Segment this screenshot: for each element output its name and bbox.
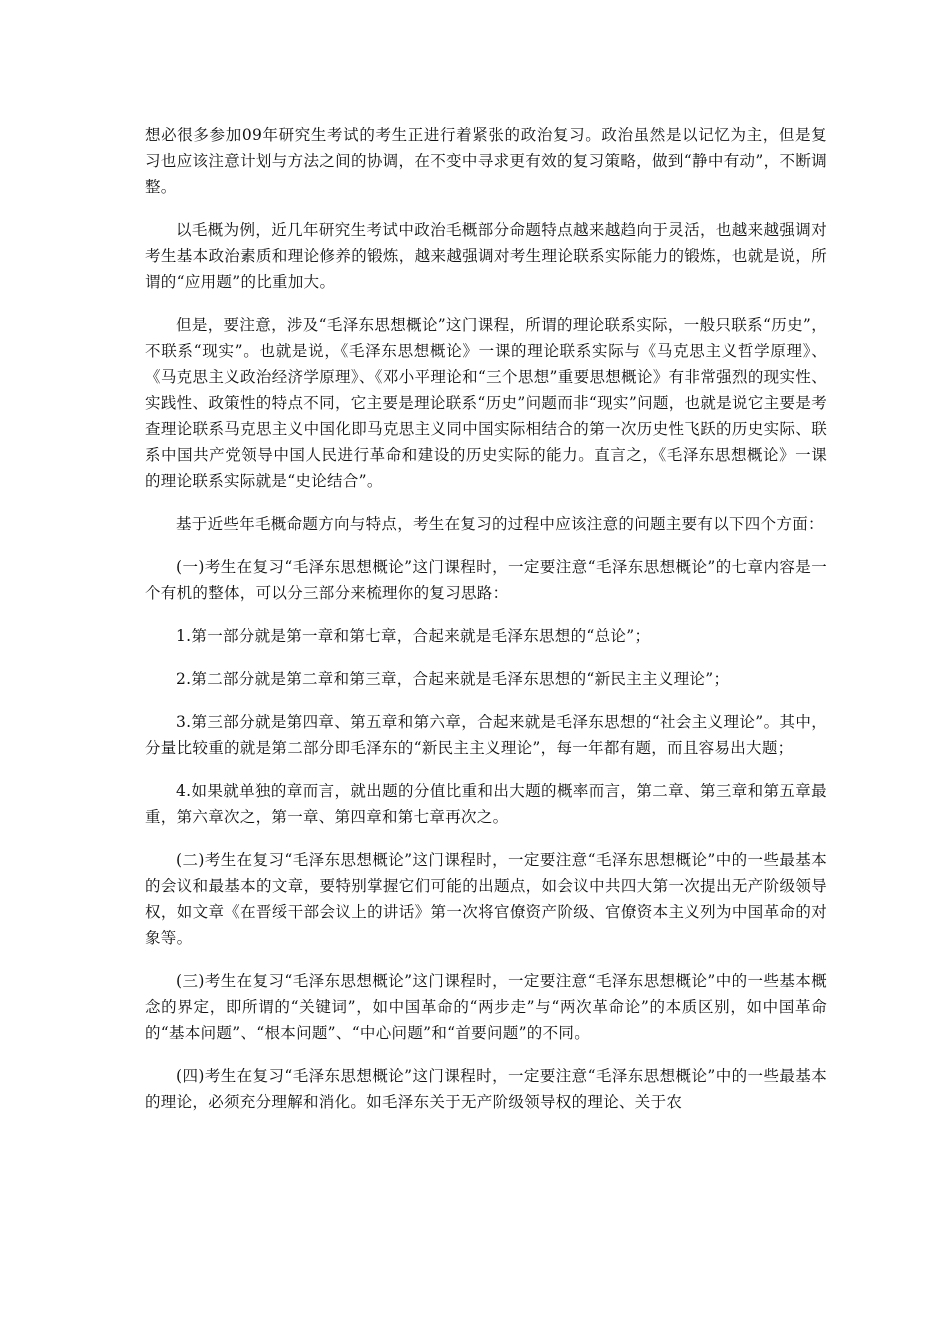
paragraph-point-two: (二)考生在复习“毛泽东思想概论”这门课程时，一定要注意“毛泽东思想概论”中的一些最基本的会议和最基本的文章，要特别掌握它们可能的出题点，如会议中共四大第一次提出无产阶级领导权，如文章《在晋绥干部会议上的讲话》第一次将官僚资产阶级、官僚资本主义列为中国革命的对象等。 bbox=[145, 851, 827, 947]
paragraph-four-aspects: 基于近些年毛概命题方向与特点，考生在复习的过程中应该注意的问题主要有以下四个方面： bbox=[176, 515, 824, 533]
paragraph-point-one: (一)考生在复习“毛泽东思想概论”这门课程时，一定要注意“毛泽东思想概论”的七章内容是一个有机的整体，可以分三部分来梳理你的复习思路： bbox=[145, 558, 827, 602]
paragraph-item-4: 4.如果就单独的章而言，就出题的分值比重和出大题的概率而言，第二章、第三章和第五章最重，第六章次之，第一章、第四章和第七章再次之。 bbox=[145, 782, 827, 826]
paragraph-point-four: (四)考生在复习“毛泽东思想概论”这门课程时，一定要注意“毛泽东思想概论”中的一些最基本的理论，必须充分理解和消化。如毛泽东关于无产阶级领导权的理论、关于农 bbox=[145, 1067, 827, 1111]
paragraph-item-1: 1.第一部分就是第一章和第七章，合起来就是毛泽东思想的“总论”； bbox=[176, 627, 651, 645]
paragraph-mao-example: 以毛概为例，近几年研究生考试中政治毛概部分命题特点越来越趋向于灵活，也越来越强调对考生基本政治素质和理论修养的锻炼，越来越强调对考生理论联系实际能力的锻炼，也就是说，所谓的“应用题”的比重加大。 bbox=[145, 221, 827, 291]
paragraph-item-3: 3.第三部分就是第四章、第五章和第六章，合起来就是毛泽东思想的“社会主义理论”。其中，分量比较重的就是第二部分即毛泽东的“新民主主义理论”，每一年都有题，而且容易出大题； bbox=[145, 713, 827, 757]
paragraph-item-2: 2.第二部分就是第二章和第三章，合起来就是毛泽东思想的“新民主主义理论”； bbox=[176, 670, 730, 688]
paragraph-history-not-reality: 但是，要注意，涉及“毛泽东思想概论”这门课程，所谓的理论联系实际，一般只联系“历史”，不联系“现实”。也就是说，《毛泽东思想概论》一课的理论联系实际与《马克思主义哲学原理》、《马克思主义政治经济学原理》、《邓小平理论和“三个思想”重要思想概论》有非常强烈的现实性、实践性、政策性的特点不同，它主要是理论联系“历史”问题而非“现实”问题，也就是说它主要是考查理论联系马克思主义中国化即马克思主义同中国实际相结合的第一次历史性飞跃的历史实际、联系中国共产党领导中国人民进行革命和建设的历史实际的能力。直言之，《毛泽东思想概论》一课的理论联系实际就是“史论结合”。 bbox=[145, 316, 827, 490]
paragraph-point-three: (三)考生在复习“毛泽东思想概论”这门课程时，一定要注意“毛泽东思想概论”中的一些基本概念的界定，即所谓的“关键词”，如中国革命的“两步走”与“两次革命论”的本质区别，如中国革命的“基本问题”、“根本问题”、“中心问题”和“首要问题”的不同。 bbox=[145, 972, 827, 1042]
paragraph-intro: 想必很多参加09年研究生考试的考生正进行着紧张的政治复习。政治虽然是以记忆为主，但是复习也应该注意计划与方法之间的协调，在不变中寻求更有效的复习策略，做到“静中有动”，不断调整。 bbox=[145, 126, 827, 196]
document-body bbox=[145, 122, 827, 1132]
